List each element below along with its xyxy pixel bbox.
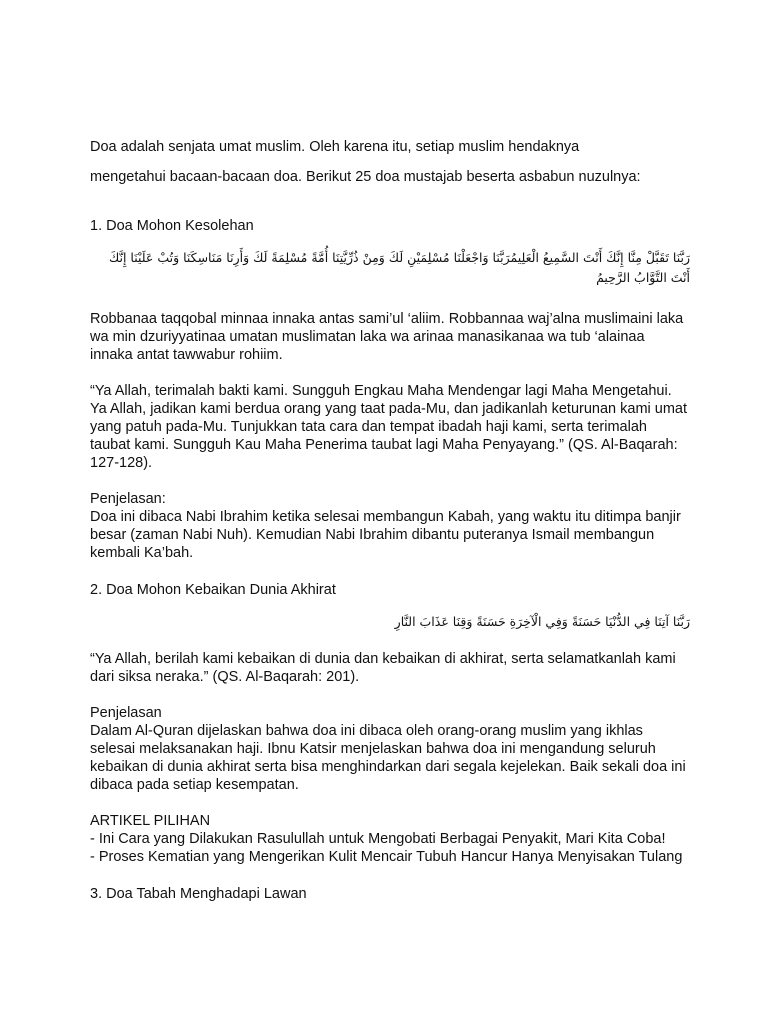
artikel-link-2[interactable]: - Proses Kematian yang Mengerikan Kulit Mencair Tubuh Hancur Hanya Menyisakan Tulang — [90, 849, 683, 865]
section-2 — [90, 580, 690, 794]
artikel-link-1[interactable]: - Ini Cara yang Dilakukan Rasulullah untuk Mengobati Berbagai Penyakit, Mari Kita Coba! — [90, 831, 666, 847]
arabic-text: رَبَّنَا تَقَبَّلْ مِنَّا إِنَّكَ أَنْتَ السَّمِيعُ الْعَلِيمُرَبَّنَا وَاجْعَلْنَا مُسْلِمَيْنِ لَكَ وَمِنْ ذُرِّيَّتِنَا أُمَّةً مُسْلِمَةً لَكَ وَأَرِنَا مَنَاسِكَنَا وَتُبْ عَلَيْنَا إِنَّكَ أَنْتَ التَّوَّابُ الرَّحِيمُ — [108, 250, 690, 285]
translation: “Ya Allah, terimalah bakti kami. Sungguh Engkau Maha Mendengar lagi Maha Mengetahui. Ya Allah, jadikan kami berdua orang yang taat pada-Mu, dan jadikanlah keturunan kami umat yang patuh pada-Mu. Tunjukkan tata cara dan tempat ibadah haji kami, serta terimalah taubat kami. Sungguh Kau Maha Penerima taubat lagi Maha Penyayang.” (QS. Al-Baqarah: 127-128). — [90, 383, 688, 471]
intro-line-1: Doa adalah senjata umat muslim. Oleh karena itu, setiap muslim hendaknya — [90, 139, 580, 155]
intro — [90, 132, 690, 192]
explanation: Dalam Al-Quran dijelaskan bahwa doa ini dibaca oleh orang-orang muslim yang ikhlas selesai melaksanakan haji. Ibnu Katsir menjelaskan bahwa doa ini mengandung seluruh kebaikan di dunia akhirat serta bisa menghindarkan dari segala kejelekan. Baik sekali doa ini dibaca pada setiap kesempatan. — [90, 723, 686, 793]
explanation-label: Penjelasan: — [90, 491, 166, 507]
explanation-label: Penjelasan — [90, 705, 162, 721]
artikel-pilihan — [90, 812, 690, 866]
transliteration: Robbanaa taqqobal minnaa innaka antas sami’ul ‘aliim. Robbannaa waj’alna muslimaini laka wa min dzuriyyatinaa umatan muslimatan laka wa arinaa manasikanaa wa tub ‘alainaa innaka antat tawwabur rohiim. — [90, 311, 684, 363]
document-page — [90, 132, 690, 904]
arabic-text: رَبَّنَا آتِنَا فِي الدُّنْيَا حَسَنَةً وَفِي الْآخِرَةِ حَسَنَةً وَقِنَا عَذَابَ النَّارِ — [394, 614, 690, 629]
section-heading: 2. Doa Mohon Kebaikan Dunia Akhirat — [90, 582, 336, 598]
translation: “Ya Allah, berilah kami kebaikan di dunia dan kebaikan di akhirat, serta selamatkanlah kami dari siksa neraka.” (QS. Al-Baqarah: 201). — [90, 651, 676, 685]
intro-line-2: mengetahui bacaan-bacaan doa. Berikut 25 doa mustajab beserta asbabun nuzulnya: — [90, 169, 641, 185]
section-heading: 1. Doa Mohon Kesolehan — [90, 218, 254, 234]
explanation: Doa ini dibaca Nabi Ibrahim ketika selesai membangun Kabah, yang waktu itu ditimpa banjir besar (zaman Nabi Nuh). Kemudian Nabi Ibrahim dibantu puteranya Ismail membangun kembali Ka’bah. — [90, 509, 681, 561]
section-3-heading: 3. Doa Tabah Menghadapi Lawan — [90, 886, 307, 902]
artikel-label: ARTIKEL PILIHAN — [90, 813, 211, 829]
section-1 — [90, 216, 690, 562]
